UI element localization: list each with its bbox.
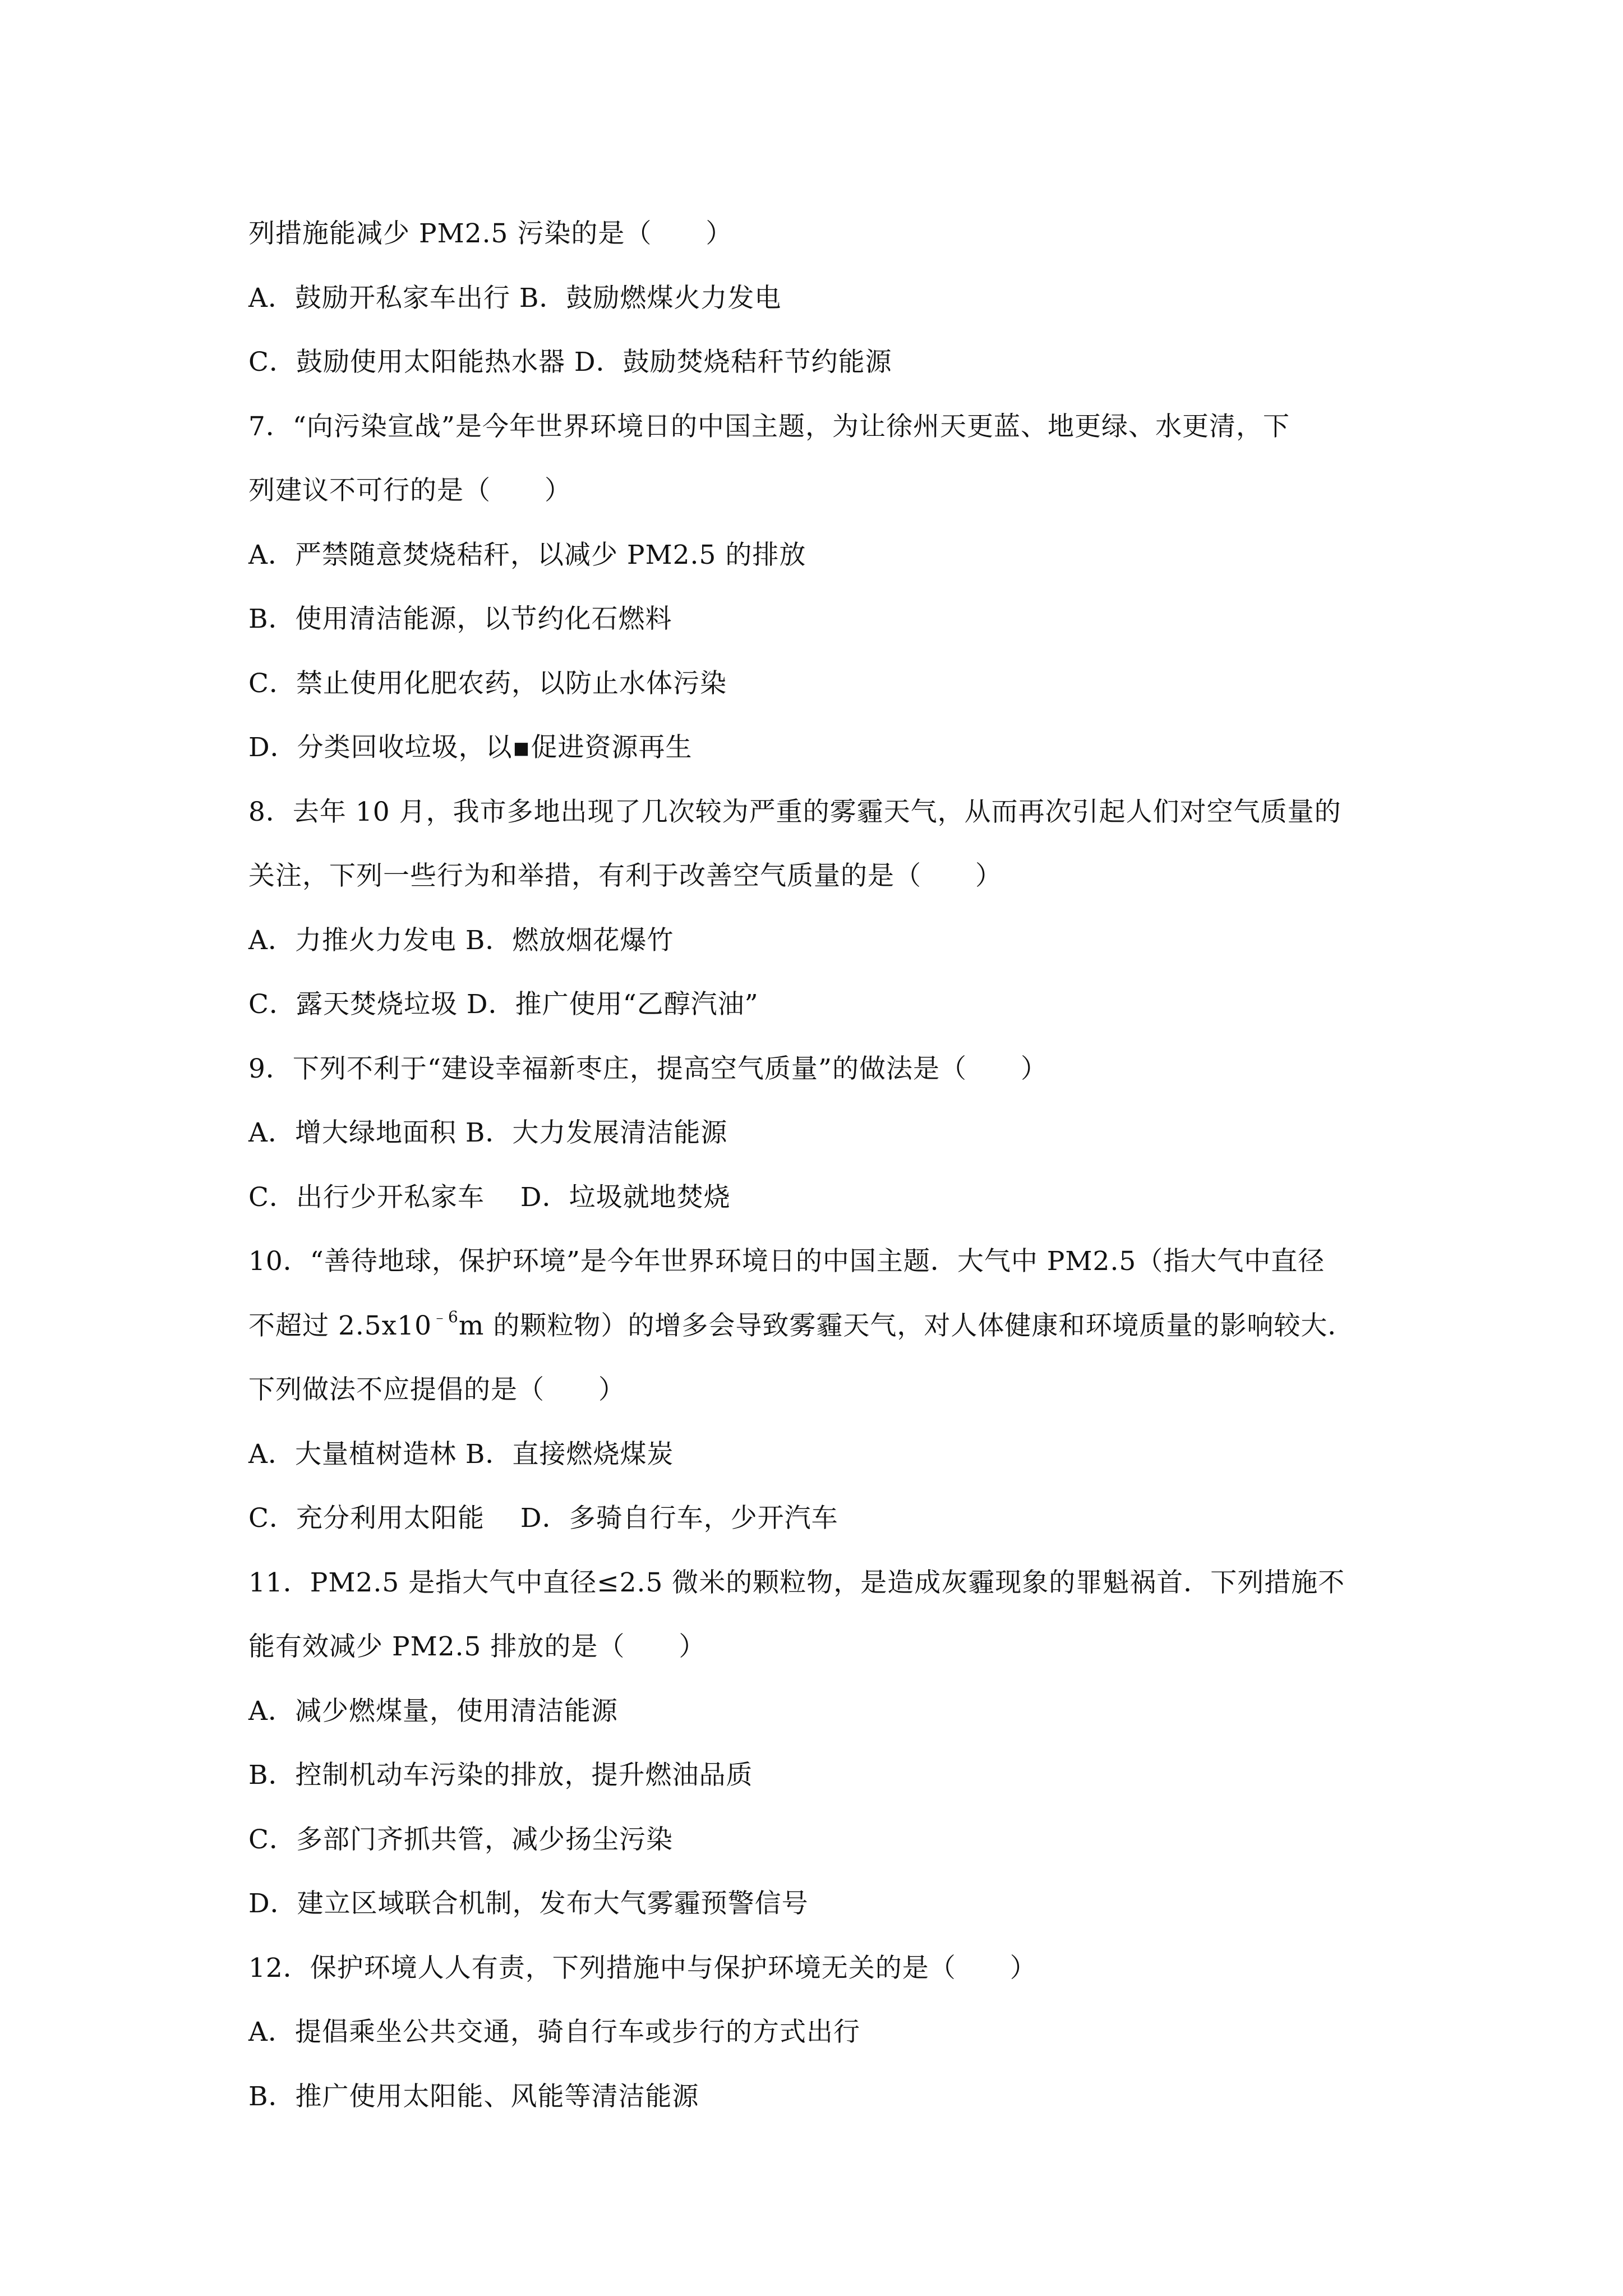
option-line: C．露天焚烧垃圾 D．推广使用“乙醇汽油”: [248, 989, 759, 1020]
question-12-stem: 12．保护环境人人有责，下列措施中与保护环境无关的是（ ）: [248, 1952, 1037, 1984]
option-line: A．大量植树造林 B．直接燃烧煤炭: [248, 1438, 674, 1470]
option-line: B．控制机动车污染的排放，提升燃油品质: [248, 1760, 753, 1791]
option-line: B．使用清洁能源，以节约化石燃料: [248, 604, 672, 634]
option-line: D．分类回收垃圾，以▪促进资源再生: [248, 732, 693, 763]
option-line: C．出行少开私家车 D．垃圾就地焚烧: [248, 1181, 731, 1213]
text-segment: m 的颗粒物）的增多会导致雾霾天气，对人体健康和环境质量的影响较大．: [458, 1310, 1355, 1341]
option-line: C．多部门齐抓共管，减少扬尘污染: [248, 1824, 673, 1855]
option-line: A．力推火力发电 B．燃放烟花爆竹: [248, 924, 674, 956]
option-line: A．增大绿地面积 B．大力发展清洁能源: [248, 1117, 728, 1148]
question-11-stem: 11．PM2.5 是指大气中直径≤2.5 微米的颗粒物，是造成灰霾现象的罪魁祸首．下列措施不: [248, 1567, 1345, 1598]
option-line: C．鼓励使用太阳能热水器 D．鼓励焚烧秸秆节约能源: [248, 347, 892, 378]
option-line: D．建立区域联合机制，发布大气雾霾预警信号: [248, 1888, 809, 1919]
question-text-block: [248, 202, 1398, 2129]
option-line: A．减少燃煤量，使用清洁能源: [248, 1695, 618, 1727]
exponent-superscript: ﹣6: [432, 1307, 459, 1326]
question-7-stem: 7．“向污染宣战”是今年世界环境日的中国主题，为让徐州天更蓝、地更绿、水更清，下: [248, 411, 1290, 442]
option-line: B．推广使用太阳能、风能等清洁能源: [248, 2081, 699, 2112]
text-line: 能有效减少 PM2.5 排放的是（ ）: [248, 1631, 706, 1662]
option-line: A．鼓励开私家车出行 B．鼓励燃煤火力发电: [248, 282, 782, 314]
option-line: A．提倡乘坐公共交通，骑自行车或步行的方式出行: [248, 2017, 860, 2047]
option-line: A．严禁随意焚烧秸秆，以减少 PM2.5 的排放: [248, 539, 806, 570]
text-line: 列建议不可行的是（ ）: [248, 475, 571, 506]
question-9-stem: 9．下列不利于“建设幸福新枣庄，提高空气质量”的做法是（ ）: [248, 1053, 1048, 1084]
option-line: C．禁止使用化肥农药，以防止水体污染: [248, 668, 727, 699]
question-10-stem: 10．“善待地球，保护环境”是今年世界环境日的中国主题．大气中 PM2.5（指大气中直径: [248, 1246, 1325, 1277]
text-line: 关注，下列一些行为和举措，有利于改善空气质量的是（ ）: [248, 861, 1002, 891]
text-line-with-superscript: [248, 1294, 1398, 1359]
text-line: 列措施能减少 PM2.5 污染的是（ ）: [248, 218, 733, 249]
question-8-stem: 8．去年 10 月，我市多地出现了几次较为严重的雾霾天气，从而再次引起人们对空气质量的: [248, 796, 1341, 827]
text-line: 下列做法不应提倡的是（ ）: [248, 1374, 625, 1405]
text-segment: 不超过 2.5x10: [248, 1310, 432, 1341]
option-line: C．充分利用太阳能 D．多骑自行车，少开汽车: [248, 1503, 838, 1534]
